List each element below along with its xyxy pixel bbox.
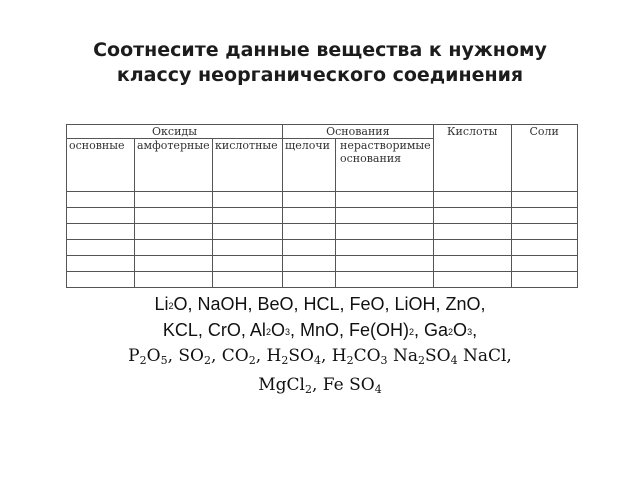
- subheader-insoluble-bases: нерастворимые основания: [336, 139, 434, 192]
- table-cell: [433, 256, 511, 272]
- table-cell: [336, 240, 434, 256]
- table-cell: [67, 256, 135, 272]
- table-cell: [283, 256, 336, 272]
- table-cell: [511, 192, 577, 208]
- table-cell: [511, 256, 577, 272]
- subheader-amphoteric-oxides: амфотерные: [135, 139, 213, 192]
- table-row: [67, 208, 578, 224]
- slide-title: [20, 38, 620, 88]
- table-cell: [336, 272, 434, 288]
- table-cell: [213, 208, 283, 224]
- table-cell: [283, 240, 336, 256]
- table-row: [67, 256, 578, 272]
- header-bases: Основания: [283, 125, 434, 139]
- table-cell: [67, 192, 135, 208]
- title-line-1: Соотнесите данные вещества к нужному: [93, 39, 547, 61]
- table-cell: [135, 208, 213, 224]
- formula-line-4: MgCl$_2$, Fe $SO_4$: [258, 375, 382, 396]
- table-cell: [283, 208, 336, 224]
- table-cell: [213, 272, 283, 288]
- title-line-2: классу неорганического соединения: [116, 64, 524, 86]
- table-cell: [283, 192, 336, 208]
- table-cell: [135, 240, 213, 256]
- table-row: [67, 224, 578, 240]
- table-cell: [135, 256, 213, 272]
- table-cell: [511, 240, 577, 256]
- table-cell: [283, 272, 336, 288]
- table-row: [67, 272, 578, 288]
- table-cell: [433, 192, 511, 208]
- table-cell: [433, 224, 511, 240]
- header-salts: Соли: [511, 125, 577, 192]
- table-row: [67, 192, 578, 208]
- table-row: [67, 240, 578, 256]
- formula-line-1: Li2O, NaOH, BeO, HCL, FeO, LiOH, ZnO,: [154, 294, 486, 314]
- table-cell: [511, 224, 577, 240]
- formula-line-2: KCL, CrO, Al2O3, MnO, Fe(OH)2, Ga2O3,: [162, 320, 478, 340]
- header-oxides: Оксиды: [67, 125, 283, 139]
- table-cell: [433, 240, 511, 256]
- table-cell: [135, 272, 213, 288]
- table-cell: [67, 272, 135, 288]
- subheader-basic-oxides: основные: [67, 139, 135, 192]
- table-cell: [213, 224, 283, 240]
- header-acids: Кислоты: [433, 125, 511, 192]
- table-cell: [135, 224, 213, 240]
- table-cell: [213, 192, 283, 208]
- classification-table: [66, 124, 578, 288]
- formula-line-3: $P_2O_5$, $SO_2$, $CO_2$, $H_2SO_4$, $H_2CO_3$ $Na_2SO_4$ NaCl,: [128, 346, 512, 367]
- table-cell: [135, 192, 213, 208]
- table-cell: [336, 256, 434, 272]
- table-cell: [67, 208, 135, 224]
- table-cell: [336, 224, 434, 240]
- table-cell: [433, 208, 511, 224]
- table-cell: [67, 240, 135, 256]
- table-cell: [67, 224, 135, 240]
- table-cell: [336, 192, 434, 208]
- formula-list: [20, 292, 620, 402]
- table-cell: [283, 224, 336, 240]
- header-row-groups: [67, 125, 578, 139]
- table-cell: [213, 240, 283, 256]
- subheader-alkalis: щелочи: [283, 139, 336, 192]
- table-cell: [511, 208, 577, 224]
- table-cell: [336, 208, 434, 224]
- table-cell: [433, 272, 511, 288]
- table-cell: [213, 256, 283, 272]
- table-cell: [511, 272, 577, 288]
- subheader-acidic-oxides: кислотные: [213, 139, 283, 192]
